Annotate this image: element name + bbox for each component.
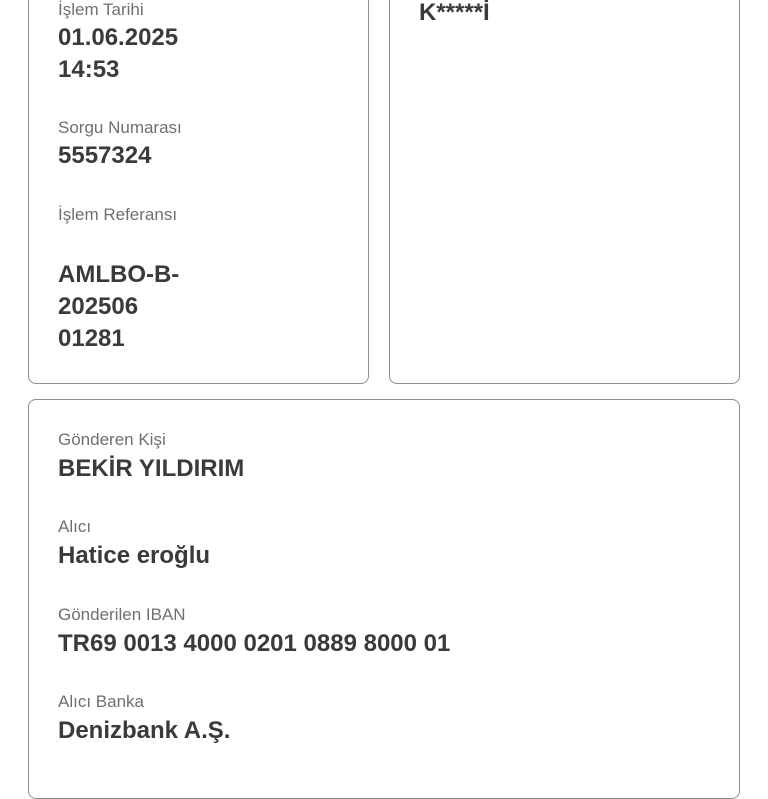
masked-name-value: K*****İ <box>419 0 490 26</box>
transaction-date-label: İşlem Tarihi <box>58 0 144 19</box>
sender-label: Gönderen Kişi <box>58 430 166 449</box>
iban-label: Gönderilen IBAN <box>58 605 186 624</box>
transaction-date-value: 01.06.2025 14:53 <box>58 24 179 83</box>
recipient-bank-value: Denizbank A.Ş. <box>58 717 231 744</box>
transaction-reference-value: AMLBO-B- 202506 01281 <box>58 261 180 352</box>
masked-name-card <box>389 0 740 384</box>
query-number-value: 5557324 <box>58 142 152 169</box>
transaction-details-card <box>28 0 369 384</box>
recipient-bank-label: Alıcı Banka <box>58 692 144 711</box>
query-number-label: Sorgu Numarası <box>58 118 182 137</box>
recipient-value: Hatice eroğlu <box>58 542 211 569</box>
transfer-details-card <box>28 399 740 799</box>
sender-value: BEKİR YILDIRIM <box>58 455 245 482</box>
recipient-label: Alıcı <box>58 517 92 536</box>
iban-value: TR69 0013 4000 0201 0889 8000 01 <box>58 630 451 657</box>
transaction-reference-label: İşlem Referansı <box>58 205 178 224</box>
